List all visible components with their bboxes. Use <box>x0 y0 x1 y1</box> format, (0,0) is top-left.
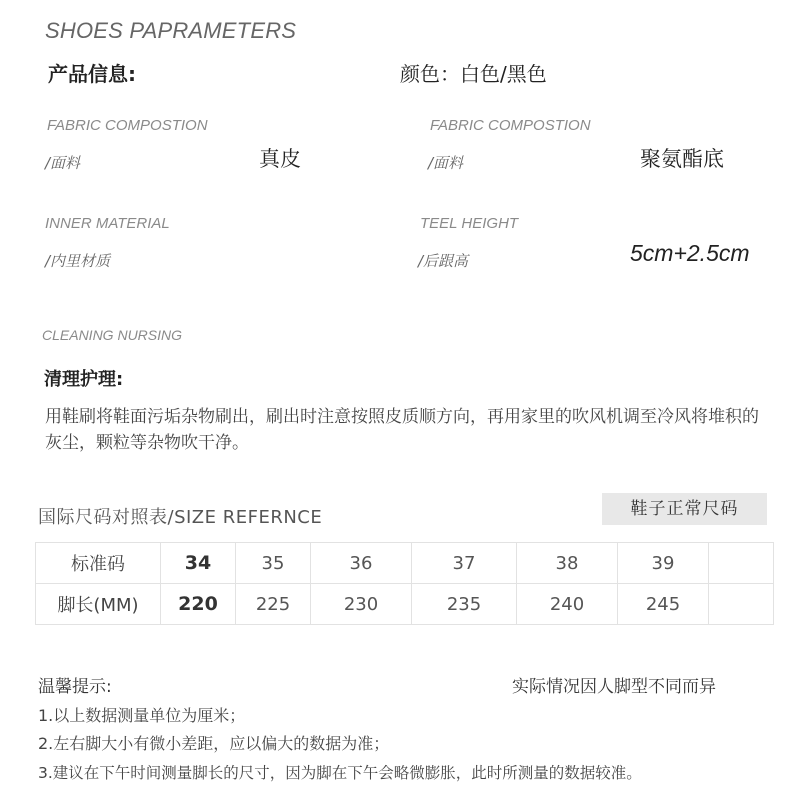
heel-height-label-en: TEEL HEIGHT <box>420 215 519 232</box>
cleaning-heading: 清理护理: <box>44 369 124 390</box>
tips-note: 实际情况因人脚型不同而异 <box>512 677 716 697</box>
table-row <box>36 543 774 584</box>
inner-material-label-en: INNER MATERIAL <box>45 215 170 232</box>
cleaning-instructions: 用鞋刷将鞋面污垢杂物刷出，刷出时注意按照皮质顺方向，再用家里的吹风机调至冷风将堆积的灰尘，颗粒等杂物吹干净。 <box>45 407 759 453</box>
fabric-label-cn: /面料 <box>45 154 81 172</box>
cleaning-label-en: CLEANING NURSING <box>42 327 183 343</box>
table-cell <box>709 584 774 625</box>
product-info-heading: 产品信息: <box>48 62 136 86</box>
table-cell <box>709 543 774 584</box>
heel-height-value: 5cm+2.5cm <box>630 240 750 266</box>
color-info: 颜色：白色/黑色 <box>400 62 547 86</box>
tips-heading: 温馨提示: <box>38 677 112 697</box>
fabric-value: 真皮 <box>259 147 301 171</box>
heel-height-label-cn: /后跟高 <box>418 252 469 270</box>
table-cell: 36 <box>311 543 412 584</box>
sole-fabric-value: 聚氨酯底 <box>640 147 724 171</box>
size-table <box>35 542 774 625</box>
table-cell: 37 <box>412 543 517 584</box>
size-chart-title: 国际尺码对照表/SIZE REFERNCE <box>38 507 323 528</box>
fabric-label-en: FABRIC COMPOSTION <box>47 117 208 134</box>
table-cell: 235 <box>412 584 517 625</box>
tip-item: 3.建议在下午时间测量脚长的尺寸，因为脚在下午会略微膨胀，此时所测量的数据较准。 <box>38 764 642 782</box>
table-cell: 245 <box>618 584 709 625</box>
table-cell: 230 <box>311 584 412 625</box>
tip-item: 2.左右脚大小有微小差距，应以偏大的数据为准； <box>38 734 390 753</box>
table-cell: 220 <box>161 584 236 625</box>
row-label: 脚长(MM) <box>36 584 161 625</box>
tip-item: 1.以上数据测量单位为厘米； <box>38 706 246 725</box>
table-cell: 240 <box>517 584 618 625</box>
table-row <box>36 584 774 625</box>
sole-fabric-label-en: FABRIC COMPOSTION <box>430 117 591 134</box>
page-title: SHOES PAPRAMETERS <box>45 18 297 43</box>
inner-material-label-cn: /内里材质 <box>45 252 111 270</box>
table-cell: 225 <box>236 584 311 625</box>
table-cell: 34 <box>161 543 236 584</box>
table-cell: 38 <box>517 543 618 584</box>
row-label: 标准码 <box>36 543 161 584</box>
sole-fabric-label-cn: /面料 <box>428 154 464 172</box>
size-badge: 鞋子正常尺码 <box>602 493 767 525</box>
table-cell: 35 <box>236 543 311 584</box>
table-cell: 39 <box>618 543 709 584</box>
